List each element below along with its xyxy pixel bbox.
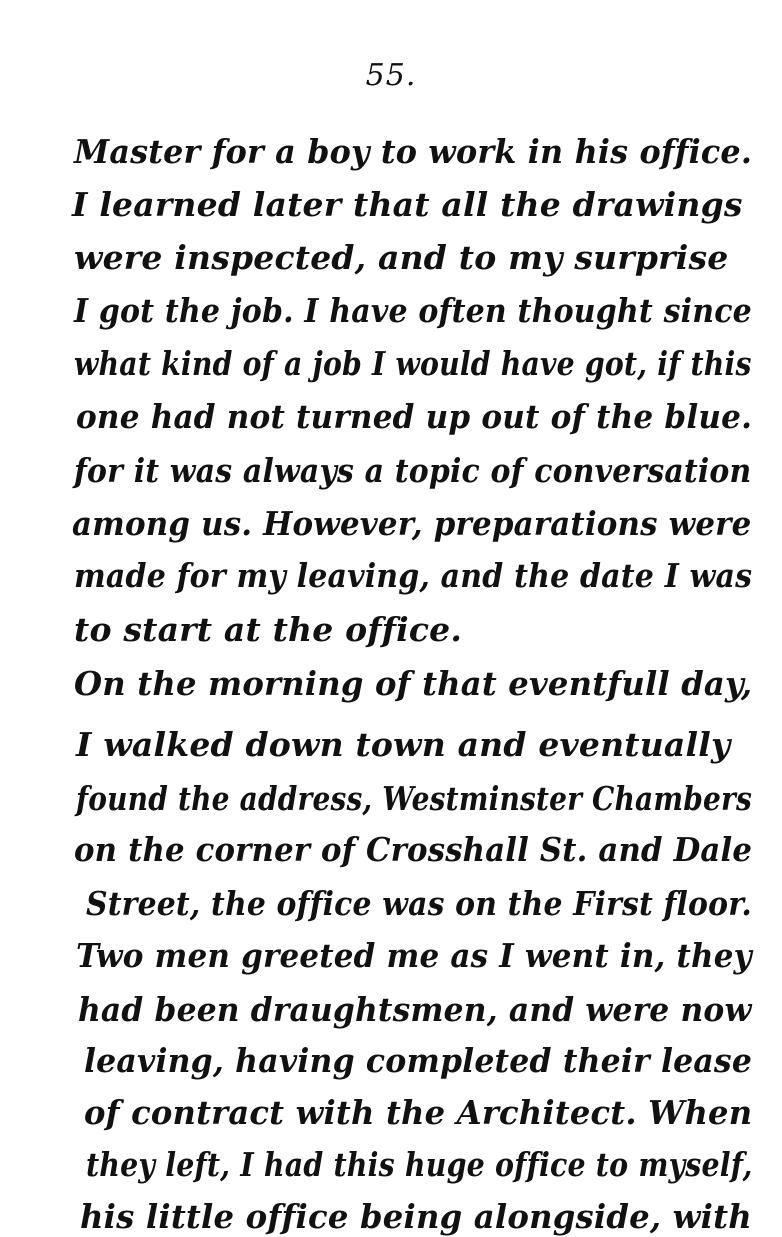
page-number: 55.: [365, 58, 417, 93]
text-line: had been draughtsmen, and were now: [78, 990, 752, 1029]
text-line: on the corner of Crosshall St. and Dale: [74, 830, 753, 869]
text-line: made for my leaving, and the date I was: [74, 556, 753, 595]
text-line: found the address, Westminster Chambers: [76, 779, 752, 818]
text-line: Master for a boy to work in his office.: [74, 132, 753, 171]
text-line: I got the job. I have often thought since: [74, 291, 752, 330]
text-line: they left, I had this huge office to myself,: [86, 1145, 753, 1184]
text-line: I learned later that all the drawings: [72, 185, 743, 224]
text-line: among us. However, preparations were: [72, 504, 752, 543]
text-line: I walked down town and eventually: [76, 725, 731, 764]
text-line: leaving, having completed their lease: [84, 1041, 753, 1080]
text-line: were inspected, and to my surprise: [74, 238, 729, 277]
text-line: what kind of a job I would have got, if this: [74, 344, 752, 383]
text-line: his little office being alongside, with: [80, 1197, 752, 1236]
text-line: for it was always a topic of conversation: [74, 451, 752, 490]
text-line: to start at the office.: [74, 610, 463, 649]
text-line: Two men greeted me as I went in, they: [76, 936, 752, 975]
text-line: one had not turned up out of the blue.: [76, 397, 753, 436]
text-line: On the morning of that eventfull day,: [74, 664, 753, 703]
text-line: Street, the office was on the First floor.: [86, 884, 752, 923]
text-line: of contract with the Architect. When: [84, 1093, 753, 1132]
